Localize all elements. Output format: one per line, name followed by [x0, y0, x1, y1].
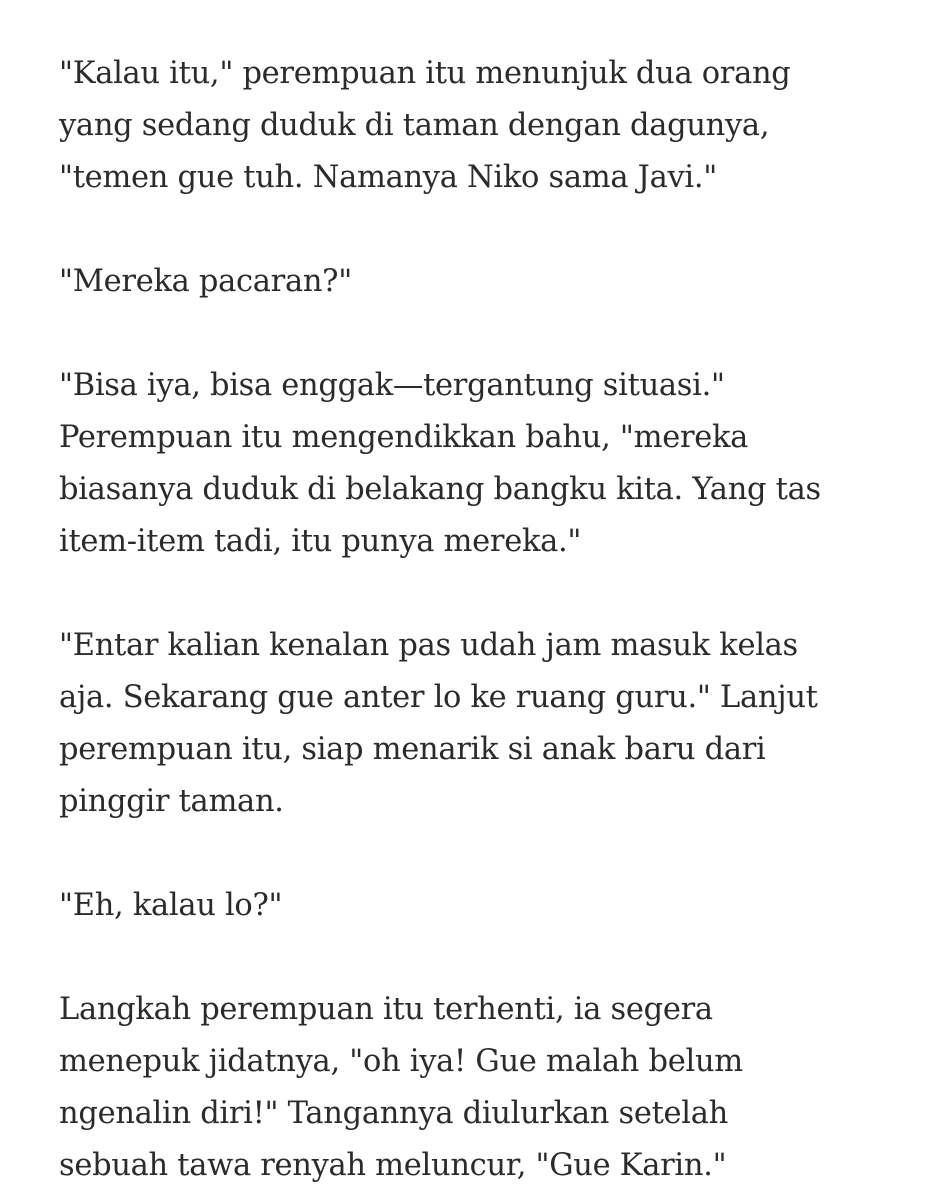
text-line: "Bisa iya, bisa enggak—tergantung situasi." — [59, 368, 725, 403]
text-line: sebuah tawa renyah meluncur, "Gue Karin." — [59, 1148, 727, 1183]
text-line: menepuk jidatnya, "oh iya! Gue malah belum — [59, 1044, 743, 1079]
text-line: "Eh, kalau lo?" — [59, 888, 283, 923]
paragraph — [59, 48, 859, 204]
text-line: yang sedang duduk di taman dengan dagunya, — [59, 108, 770, 143]
text-line: aja. Sekarang gue anter lo ke ruang guru." Lanjut — [59, 680, 818, 715]
text-line: "temen gue tuh. Namanya Niko sama Javi." — [59, 160, 717, 195]
text-line: biasanya duduk di belakang bangku kita. Yang tas — [59, 472, 821, 507]
text-line: item-item tadi, itu punya mereka." — [59, 524, 582, 559]
paragraph — [59, 360, 859, 568]
paragraph — [59, 256, 859, 308]
text-line: ngenalin diri!" Tangannya diulurkan setelah — [59, 1096, 728, 1131]
paragraph — [59, 620, 859, 828]
story-text — [59, 48, 859, 1192]
text-line: perempuan itu, siap menarik si anak baru dari — [59, 732, 766, 767]
text-line: "Mereka pacaran?" — [59, 264, 352, 299]
text-line: Langkah perempuan itu terhenti, ia segera — [59, 992, 713, 1027]
text-line: Perempuan itu mengendikkan bahu, "mereka — [59, 420, 749, 455]
paragraph — [59, 880, 859, 932]
text-line: pinggir taman. — [59, 784, 284, 819]
paragraph — [59, 984, 859, 1192]
text-line: "Entar kalian kenalan pas udah jam masuk kelas — [59, 628, 798, 663]
text-line: "Kalau itu," perempuan itu menunjuk dua orang — [59, 56, 791, 91]
